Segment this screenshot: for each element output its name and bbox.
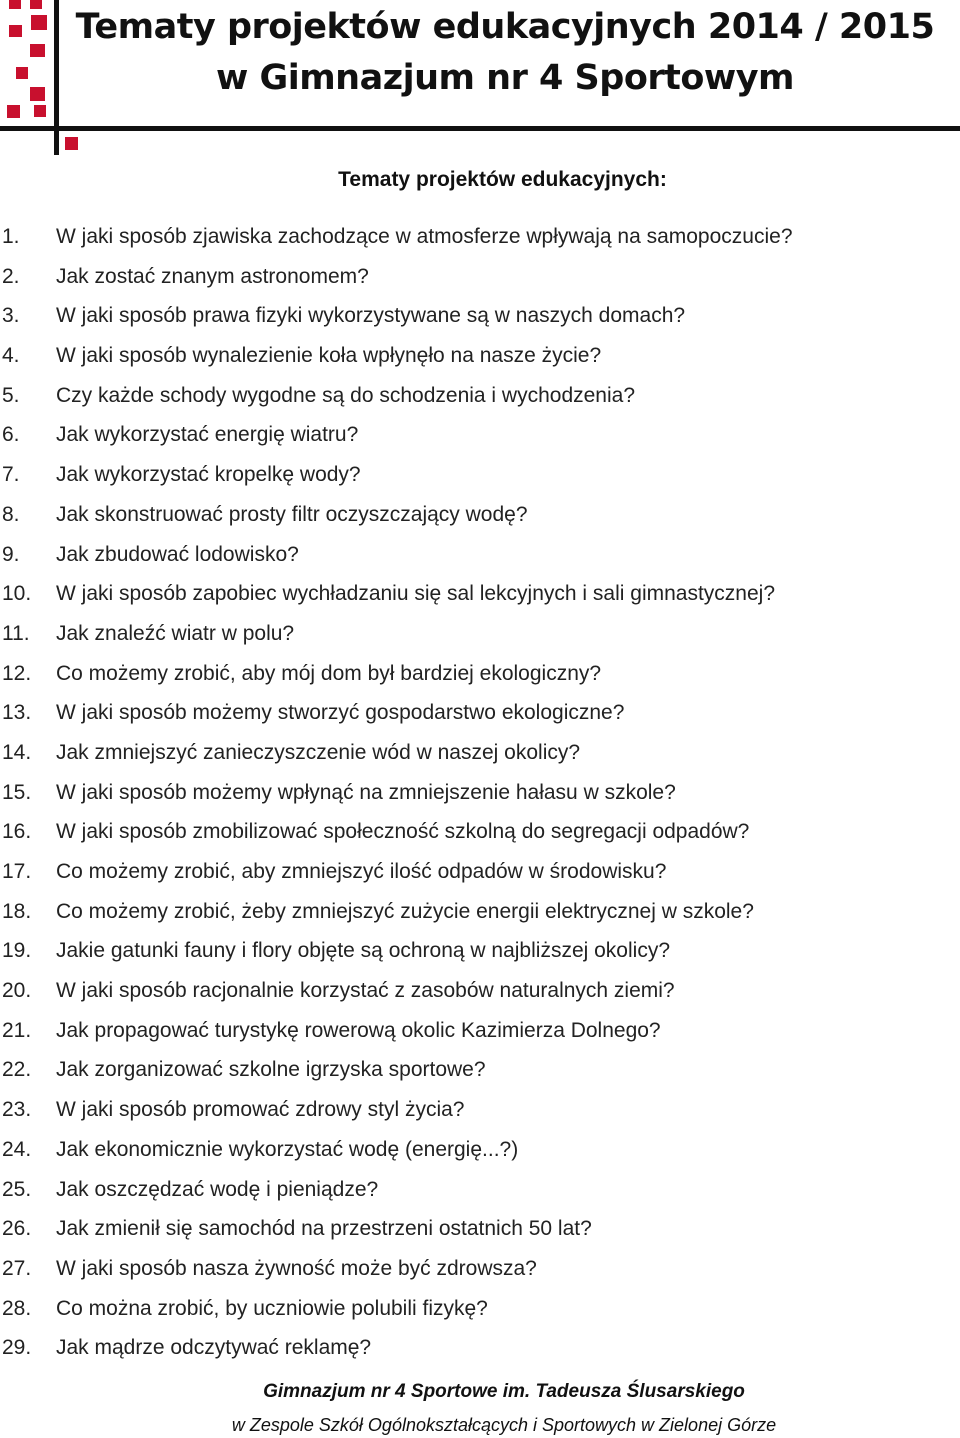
item-text: Jakie gatunki fauny i flory objęte są ochroną w najbliższej okolicy? — [56, 939, 670, 963]
item-text: W jaki sposób promować zdrowy styl życia? — [56, 1098, 465, 1122]
footer-school-complex: w Zespole Szkół Ogólnokształcących i Sportowych w Zielonej Górze — [231, 1415, 777, 1435]
item-number: 29. — [2, 1336, 32, 1360]
item-number: 15. — [2, 780, 32, 804]
list-item — [0, 415, 960, 455]
list-item — [0, 1050, 960, 1090]
list-item — [0, 1011, 960, 1051]
item-number: 28. — [2, 1296, 32, 1320]
item-number: 3. — [2, 304, 20, 328]
list-item — [0, 892, 960, 932]
item-number: 27. — [2, 1256, 32, 1280]
item-number: 14. — [2, 740, 32, 764]
list-item — [0, 614, 960, 654]
item-number: 19. — [2, 939, 32, 963]
item-text: Co możemy zrobić, aby zmniejszyć ilość odpadów w środowisku? — [56, 860, 667, 883]
item-text: Co możemy zrobić, aby mój dom był bardziej ekologiczny? — [56, 661, 602, 685]
item-text: Co można zrobić, by uczniowie polubili fizykę? — [56, 1296, 488, 1320]
header-divider — [0, 126, 960, 131]
list-item — [0, 693, 960, 733]
item-number: 22. — [2, 1058, 32, 1082]
item-number: 13. — [2, 701, 32, 725]
list-item — [0, 654, 960, 694]
item-number: 25. — [2, 1177, 32, 1201]
item-number: 1. — [2, 225, 20, 248]
list-item — [0, 733, 960, 773]
list-item — [0, 376, 960, 416]
list-item — [0, 971, 960, 1011]
list-item — [0, 296, 960, 336]
item-text: Jak zmienił się samochód na przestrzeni ostatnich 50 lat? — [56, 1217, 592, 1241]
item-text: W jaki sposób racjonalnie korzystać z zasobów naturalnych ziemi? — [56, 979, 675, 1003]
item-text: Jak oszczędzać wodę i pieniądze? — [56, 1177, 379, 1201]
list-item — [0, 1209, 960, 1249]
page-title-line2: w Gimnazjum nr 4 Sportowym — [215, 58, 795, 98]
item-text: Jak wykorzystać energię wiatru? — [56, 423, 359, 447]
item-number: 4. — [2, 344, 20, 368]
item-text: Jak mądrze odczytywać reklamę? — [56, 1336, 372, 1360]
item-text: Jak skonstruować prosty filtr oczyszczający wodę? — [56, 502, 528, 526]
item-text: W jaki sposób wynalezienie koła wpłynęło na nasze życie? — [56, 344, 602, 368]
list-item — [0, 257, 960, 297]
footer-school-name: Gimnazjum nr 4 Sportowe im. Tadeusza Ślusarskiego — [263, 1381, 745, 1402]
item-number: 18. — [2, 899, 32, 923]
item-text: Jak zbudować lodowisko? — [56, 542, 299, 566]
topic-list — [0, 217, 960, 1368]
item-text: W jaki sposób możemy wpłynąć na zmniejszenie hałasu w szkole? — [56, 780, 676, 804]
item-number: 9. — [2, 542, 20, 566]
item-number: 12. — [2, 661, 32, 685]
list-item — [0, 495, 960, 535]
list-item — [0, 1249, 960, 1289]
item-number: 21. — [2, 1018, 32, 1042]
item-text: W jaki sposób zapobiec wychładzaniu się sal lekcyjnych i sali gimnastycznej? — [56, 582, 775, 606]
page-title-line1: Tematy projektów edukacyjnych 2014 / 2015 — [75, 7, 935, 47]
item-number: 7. — [2, 463, 20, 487]
list-item — [0, 336, 960, 376]
list-item — [0, 812, 960, 852]
item-number: 11. — [2, 621, 30, 645]
item-text: Jak znaleźć wiatr w polu? — [56, 621, 295, 645]
list-item — [0, 217, 960, 257]
item-number: 10. — [2, 582, 32, 606]
item-text: Jak zostać znanym astronomem? — [56, 264, 369, 288]
item-text: W jaki sposób zmobilizować społeczność szkolną do segregacji odpadów? — [56, 820, 750, 844]
item-text: W jaki sposób prawa fizyki wykorzystywane są w naszych domach? — [56, 304, 686, 328]
item-text: Jak zorganizować szkolne igrzyska sportowe? — [56, 1058, 486, 1082]
item-number: 16. — [2, 820, 32, 844]
item-number: 17. — [2, 860, 32, 883]
item-number: 6. — [2, 423, 20, 447]
item-number: 2. — [2, 264, 20, 288]
item-number: 20. — [2, 979, 32, 1003]
item-text: W jaki sposób nasza żywność może być zdrowsza? — [56, 1256, 537, 1280]
item-number: 5. — [2, 383, 20, 407]
item-number: 24. — [2, 1137, 32, 1161]
list-item — [0, 574, 960, 614]
item-text: W jaki sposób zjawiska zachodzące w atmosferze wpływają na samopoczucie? — [56, 225, 793, 248]
item-text: Jak ekonomicznie wykorzystać wodę (energię...?) — [56, 1137, 519, 1161]
item-text: Co możemy zrobić, żeby zmniejszyć zużycie energii elektrycznej w szkole? — [56, 899, 754, 923]
section-heading: Tematy projektów edukacyjnych: — [338, 168, 667, 191]
list-item — [0, 931, 960, 971]
list-item — [0, 455, 960, 495]
item-text: W jaki sposób możemy stworzyć gospodarstwo ekologiczne? — [56, 701, 625, 725]
item-text: Jak zmniejszyć zanieczyszczenie wód w naszej okolicy? — [56, 740, 581, 764]
item-number: 8. — [2, 502, 20, 526]
list-item — [0, 1090, 960, 1130]
item-text: Jak propagować turystykę rowerową okolic Kazimierza Dolnego? — [56, 1018, 661, 1042]
vertical-divider — [54, 0, 59, 155]
list-item — [0, 773, 960, 813]
item-number: 26. — [2, 1217, 32, 1241]
list-item — [0, 1328, 960, 1368]
list-item — [0, 1289, 960, 1329]
list-item — [0, 1130, 960, 1170]
item-text: Czy każde schody wygodne są do schodzenia i wychodzenia? — [56, 383, 636, 407]
list-item — [0, 535, 960, 575]
item-text: Jak wykorzystać kropelkę wody? — [56, 463, 361, 487]
list-item — [0, 1170, 960, 1210]
item-number: 23. — [2, 1098, 32, 1122]
list-item — [0, 852, 960, 892]
